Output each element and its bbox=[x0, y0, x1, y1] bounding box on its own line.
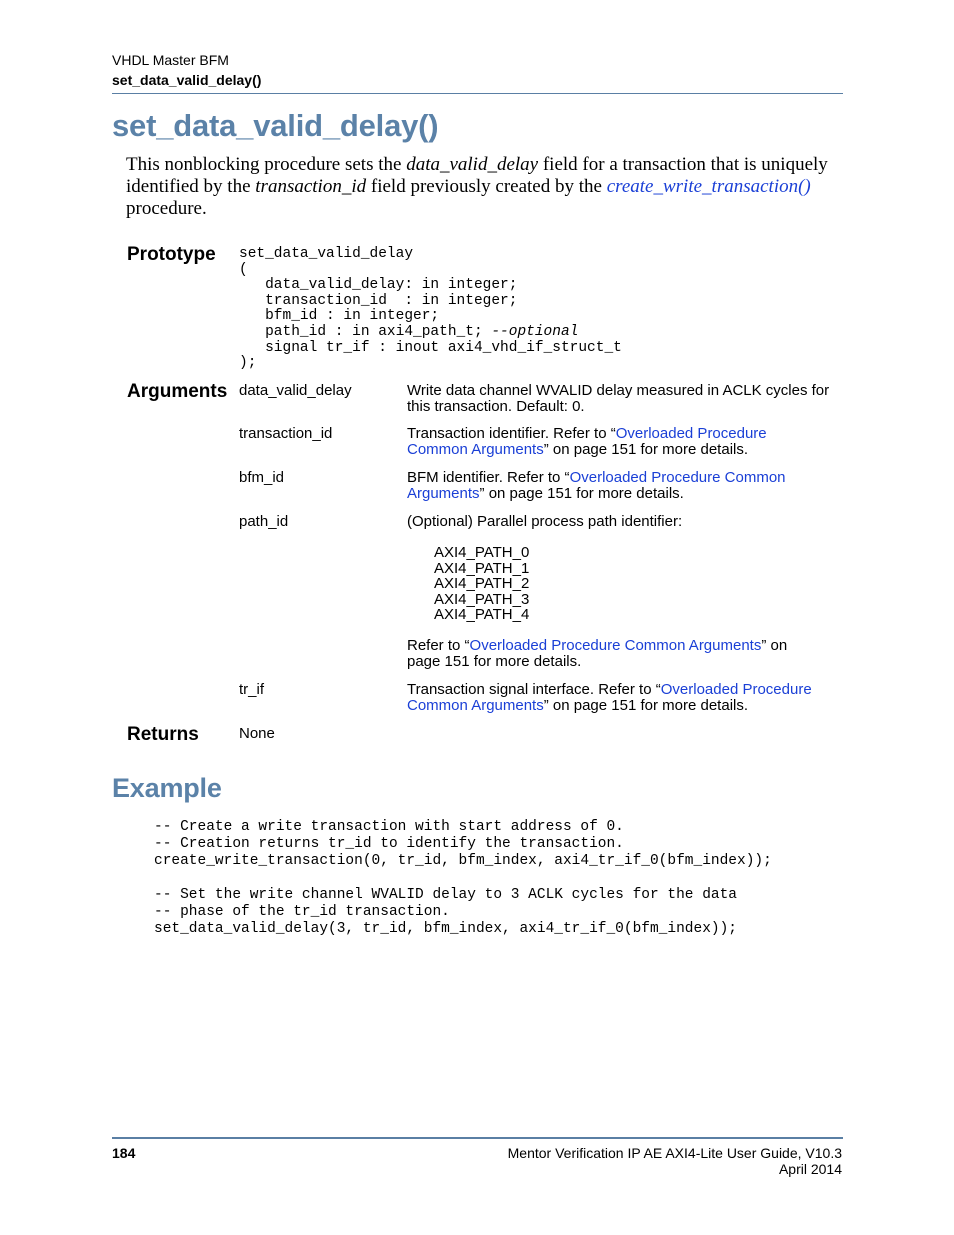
arg-desc-transaction-id bbox=[407, 426, 797, 458]
prototype-code bbox=[239, 247, 622, 372]
arguments-label: Arguments bbox=[127, 381, 228, 402]
arg-desc-path-id-refer bbox=[407, 638, 817, 670]
arg-desc-text: ” on page 151 for more details. bbox=[479, 485, 684, 502]
arg-name-transaction-id: transaction_id bbox=[239, 425, 333, 442]
footer-rule bbox=[112, 1137, 843, 1139]
overloaded-args-link[interactable]: Overloaded Procedure Common Arguments bbox=[469, 637, 762, 654]
page-number: 184 bbox=[112, 1145, 136, 1161]
intro-field-data-valid-delay: data_valid_delay bbox=[406, 154, 539, 175]
prototype-optional-comment: --optional bbox=[491, 323, 579, 340]
arg-desc-data-valid-delay: Write data channel WVALID delay measured in ACLK cycles for this transaction. Default: 0. bbox=[407, 382, 830, 415]
header-rule bbox=[112, 93, 843, 94]
arg-desc-text: Refer to “ bbox=[407, 637, 470, 654]
returns-value: None bbox=[239, 725, 275, 742]
arg-desc-text: ” on page 151 for more details. bbox=[543, 441, 749, 458]
running-header-section: set_data_valid_delay() bbox=[112, 72, 262, 88]
path-id-values bbox=[434, 545, 529, 623]
path-value: AXI4_PATH_3 bbox=[434, 590, 530, 608]
page-title: set_data_valid_delay() bbox=[112, 108, 439, 143]
prototype-label: Prototype bbox=[127, 244, 216, 265]
prototype-code-body: set_data_valid_delay ( data_valid_delay: in integer; transaction_id : in integer; bfm_id : in integer; path_id : in axi4_path_t; bbox=[239, 246, 518, 340]
example-heading: Example bbox=[112, 773, 222, 803]
intro-paragraph bbox=[126, 154, 836, 220]
arg-desc-text: BFM identifier. Refer to “ bbox=[407, 469, 570, 486]
arg-name-bfm-id: bfm_id bbox=[239, 469, 285, 486]
path-value: AXI4_PATH_2 bbox=[434, 575, 530, 593]
intro-text-3: field previously created by the bbox=[366, 176, 607, 197]
prototype-code-tail: signal tr_if : inout axi4_vhd_if_struct_t ); bbox=[239, 339, 622, 372]
intro-text-2: field for a transaction that is uniquely identified by the bbox=[126, 154, 828, 197]
path-value: AXI4_PATH_4 bbox=[434, 606, 530, 624]
arg-name-path-id: path_id bbox=[239, 513, 289, 530]
footer-date: April 2014 bbox=[778, 1161, 842, 1177]
returns-label: Returns bbox=[127, 724, 199, 745]
overloaded-args-link[interactable]: Overloaded Procedure Common Arguments bbox=[407, 681, 812, 714]
intro-text-1: This nonblocking procedure sets the bbox=[126, 154, 407, 175]
path-value: AXI4_PATH_1 bbox=[434, 559, 530, 577]
overloaded-args-link[interactable]: Overloaded Procedure Common Arguments bbox=[407, 469, 786, 502]
intro-text-4: procedure. bbox=[126, 198, 207, 219]
arg-desc-text: ” on page 151 for more details. bbox=[543, 697, 749, 714]
arg-name-tr-if: tr_if bbox=[239, 681, 265, 698]
arg-desc-text: Transaction signal interface. Refer to “ bbox=[407, 681, 661, 698]
create-write-transaction-link[interactable]: create_write_transaction() bbox=[606, 176, 811, 197]
arg-desc-text: Transaction identifier. Refer to “ bbox=[407, 425, 616, 442]
arg-desc-path-id: (Optional) Parallel process path identifier: bbox=[407, 513, 683, 530]
example-code: -- Create a write transaction with start address of 0. -- Creation returns tr_id to identify the transaction. create_write_transaction(0, tr_id, bfm_index, axi4_tr_if_0(bfm_index)); -- Set the write channel WVALID delay to 3 ACLK cycles for the data -- phase of the tr_id transaction. set_data_valid_delay(3, tr_id, bfm_index, axi4_tr_if_0(bfm_index)); bbox=[154, 819, 772, 937]
arg-name-data-valid-delay: data_valid_delay bbox=[239, 382, 352, 399]
path-value: AXI4_PATH_0 bbox=[434, 544, 530, 561]
intro-field-transaction-id: transaction_id bbox=[255, 176, 367, 197]
arg-desc-bfm-id bbox=[407, 470, 817, 502]
footer-guide-title: Mentor Verification IP AE AXI4-Lite User Guide, V10.3 bbox=[507, 1145, 842, 1161]
overloaded-args-link[interactable]: Overloaded Procedure Common Arguments bbox=[407, 425, 767, 458]
running-header-chapter: VHDL Master BFM bbox=[112, 52, 229, 68]
arg-desc-tr-if bbox=[407, 682, 837, 714]
arg-desc-text: ” on page 151 for more details. bbox=[407, 637, 788, 670]
